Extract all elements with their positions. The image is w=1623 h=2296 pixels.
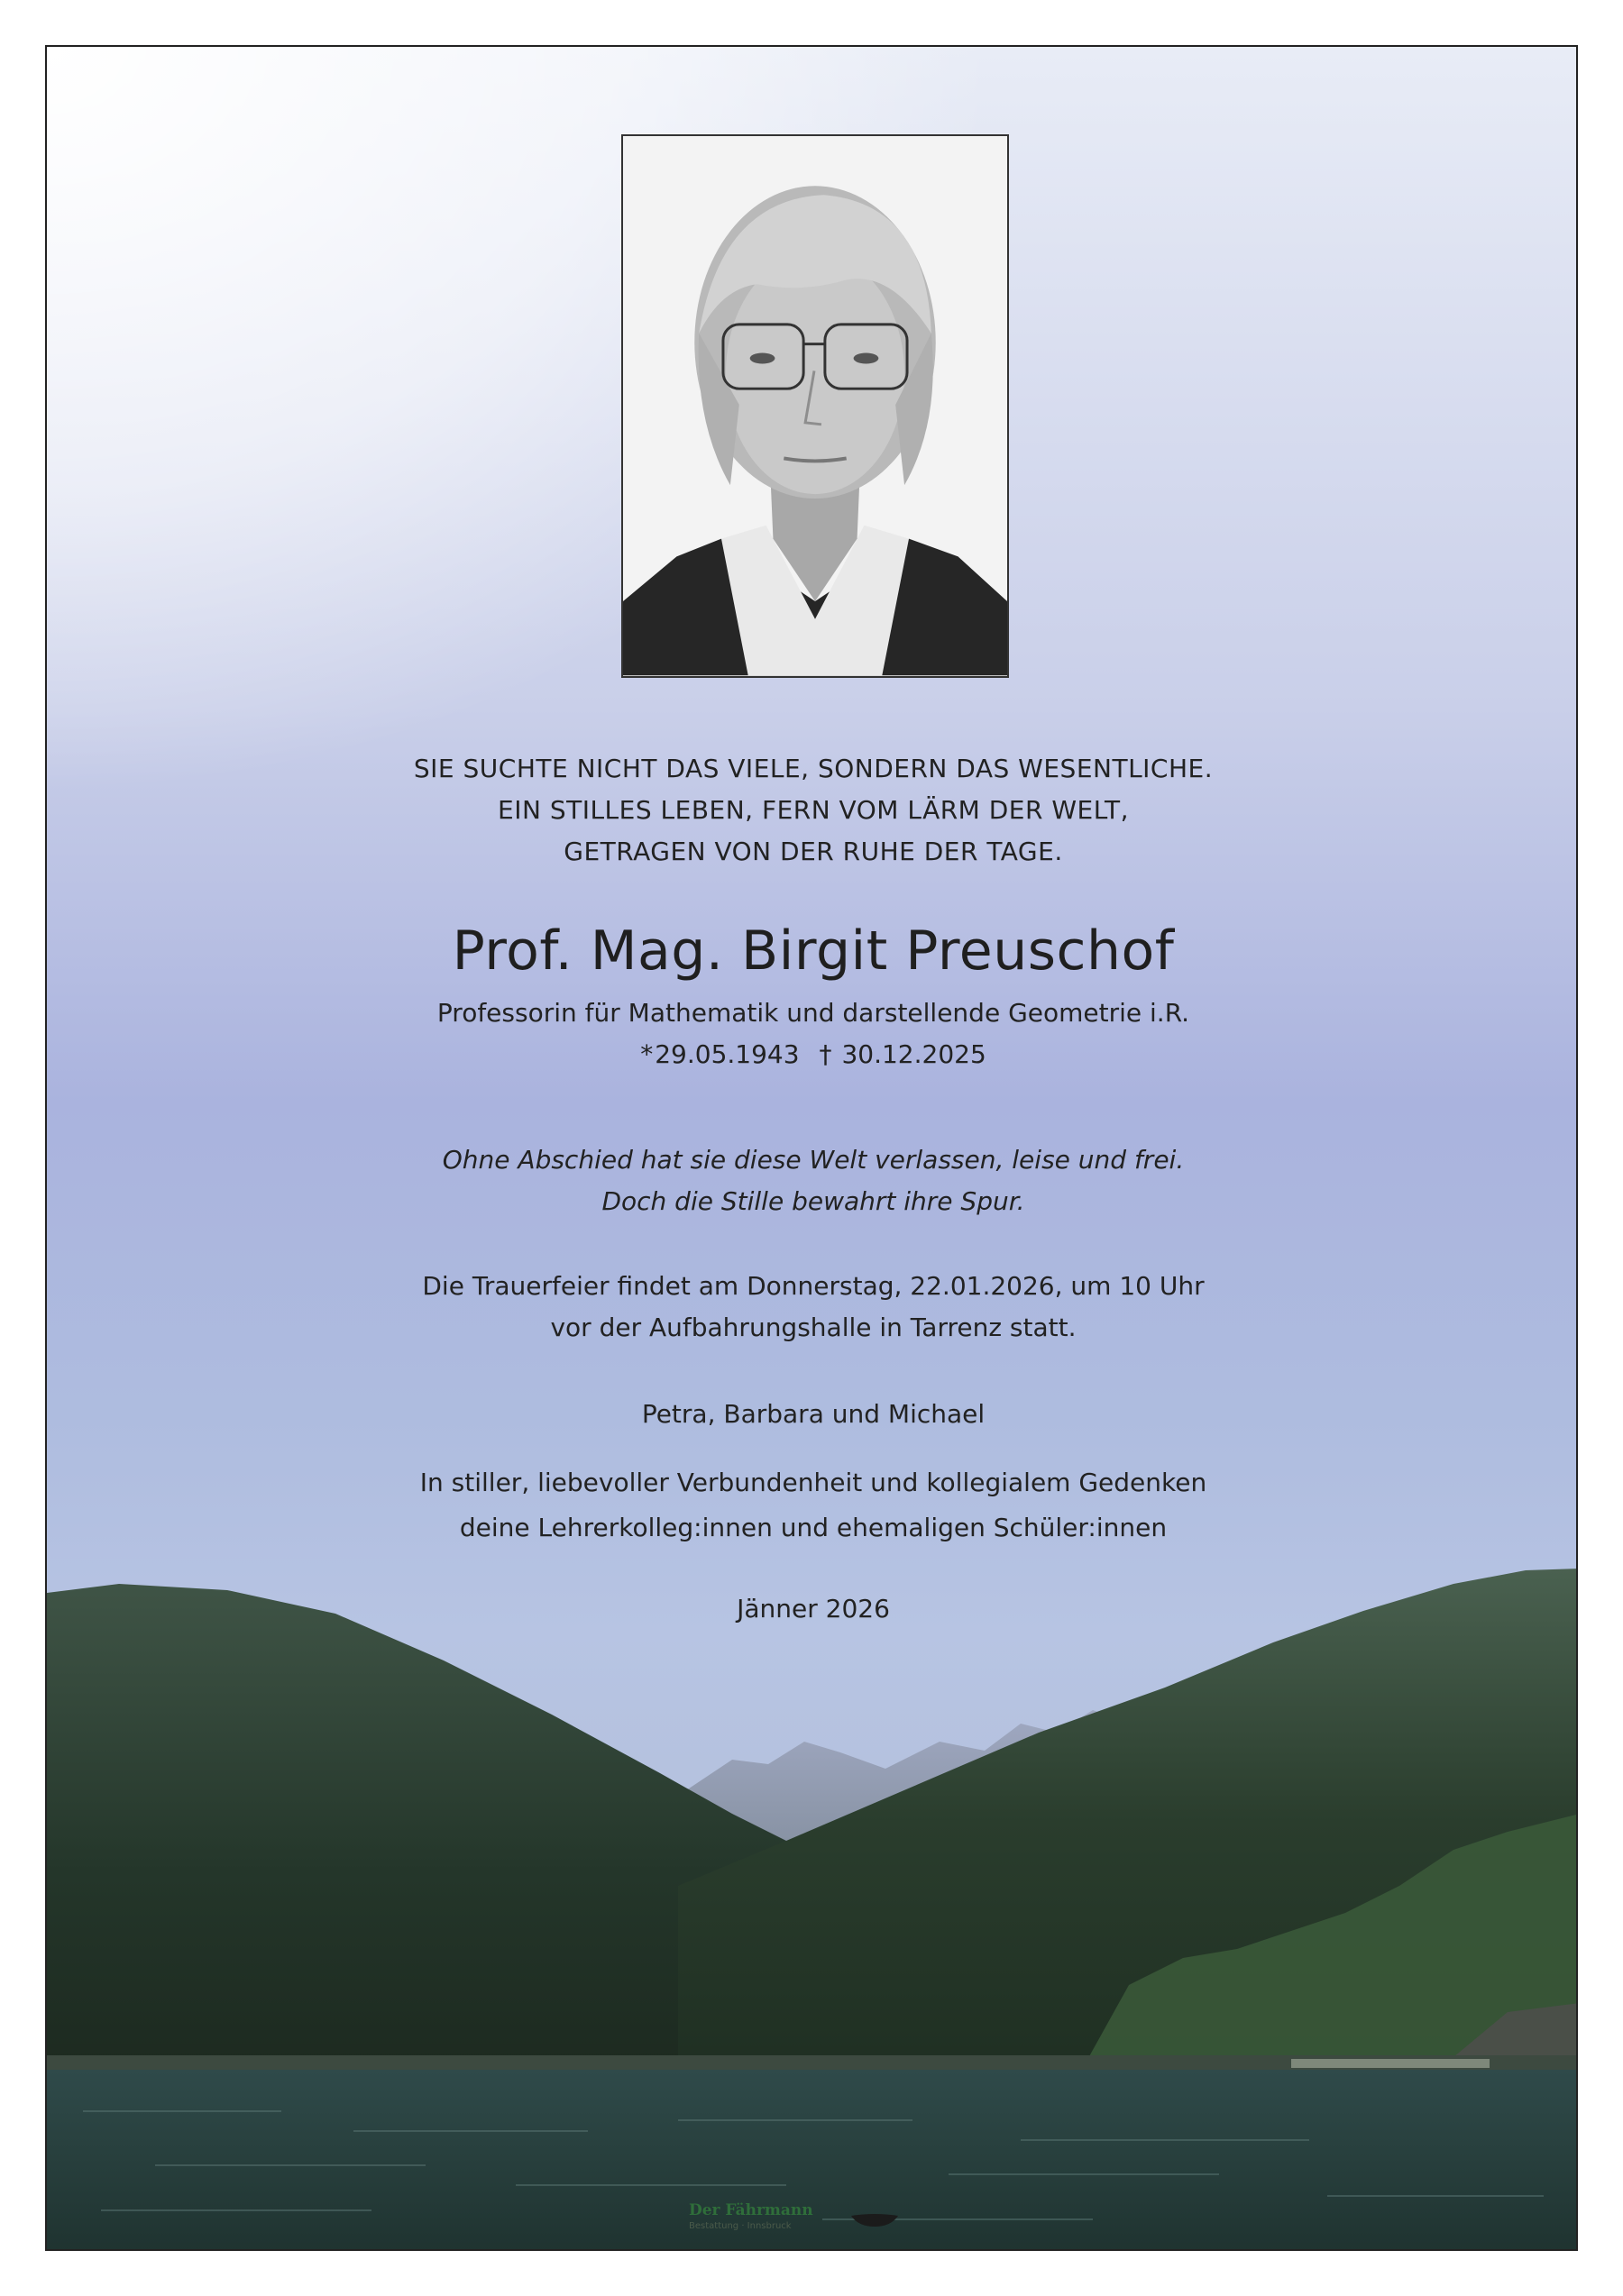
death-date: 30.12.2025 <box>841 1039 986 1069</box>
deceased-name: Prof. Mag. Birgit Preuschof <box>452 919 1175 983</box>
quote-line: Doch die Stille bewahrt ihre Spur. <box>601 1186 1025 1216</box>
portrait-illustration <box>623 136 1007 676</box>
motto-line: SIE SUCHTE NICHT DAS VIELE, SONDERN DAS WESENTLICHE. <box>413 754 1214 783</box>
publication-month: Jänner 2026 <box>737 1594 890 1624</box>
portrait-photo <box>621 134 1009 678</box>
farewell-quote <box>47 1139 1578 1222</box>
funeral-home-logo <box>689 2201 896 2243</box>
birth-symbol: * <box>640 1039 654 1069</box>
motto-text <box>47 748 1578 873</box>
funeral-notice <box>47 1266 1578 1349</box>
colleagues-line: In stiller, liebevoller Verbundenheit und kollegialem Gedenken <box>419 1468 1207 1497</box>
beach <box>1291 2059 1490 2068</box>
logo-tagline: Bestattung · Innsbruck <box>689 2221 792 2231</box>
motto-line: EIN STILLES LEBEN, FERN VOM LÄRM DER WELT, <box>498 795 1129 825</box>
life-dates <box>47 1037 1578 1073</box>
quote-line: Ohne Abschied hat sie diese Welt verlassen, leise und frei. <box>442 1145 1185 1175</box>
funeral-line: vor der Aufbahrungshalle in Tarrenz statt. <box>550 1313 1077 1342</box>
death-symbol: † <box>819 1039 832 1069</box>
colleagues-line: deine Lehrerkolleg:innen und ehemaligen Schüler:innen <box>459 1513 1168 1542</box>
birth-date: 29.05.1943 <box>655 1039 800 1069</box>
motto-line: GETRAGEN VON DER RUHE DER TAGE. <box>564 837 1063 866</box>
family-names: Petra, Barbara und Michael <box>641 1399 986 1429</box>
obituary-page <box>45 45 1578 2251</box>
colleagues-remembrance <box>47 1460 1578 1550</box>
funeral-line: Die Trauerfeier findet am Donnerstag, 22.01.2026, um 10 Uhr <box>422 1271 1205 1301</box>
profession: Professorin für Mathematik und darstellende Geometrie i.R. <box>436 998 1190 1028</box>
logo-name: Der Fährmann <box>689 2201 813 2219</box>
boat-icon <box>849 2209 900 2228</box>
